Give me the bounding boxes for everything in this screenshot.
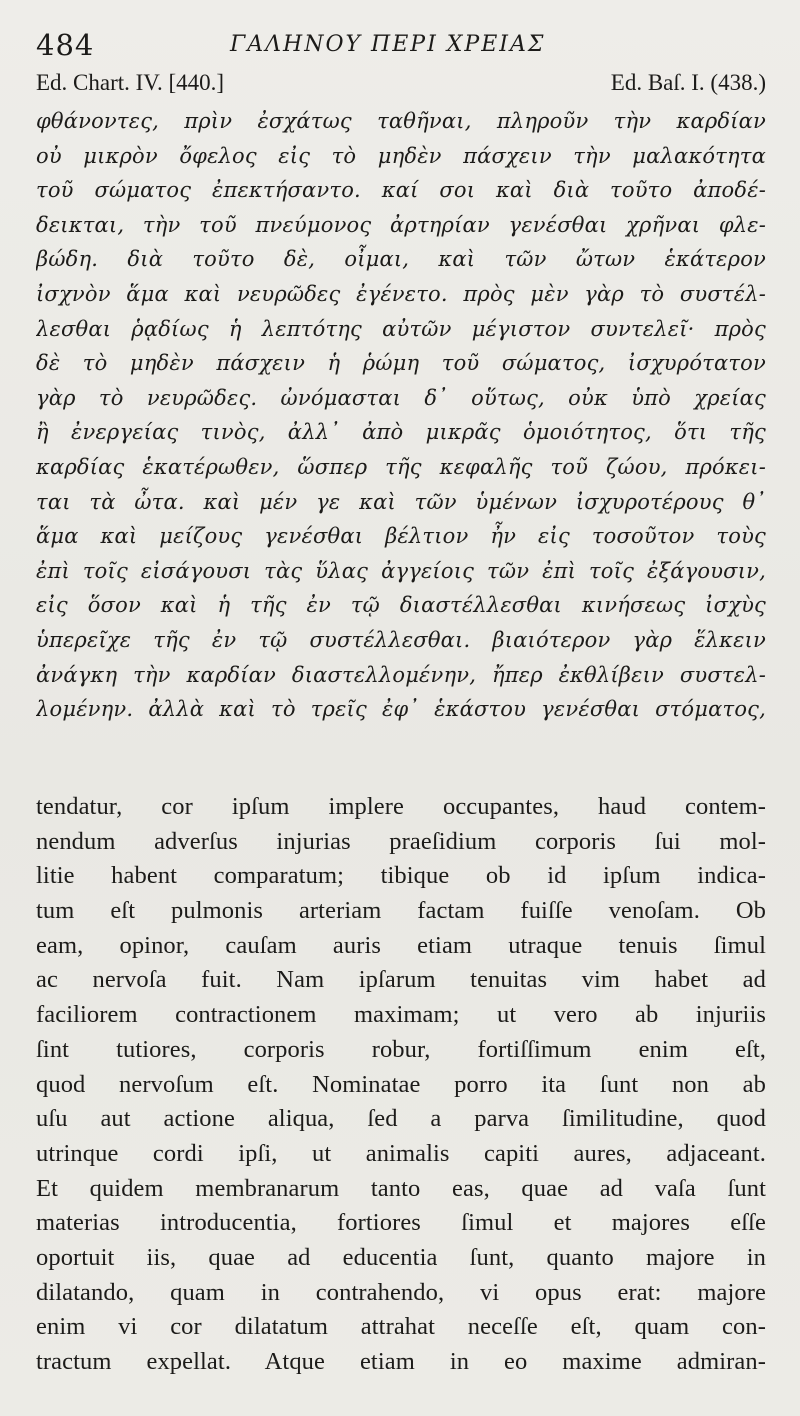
latin-line: quod nervoſum eſt. Nominatae porro ita ſunt non ab <box>36 1070 766 1098</box>
greek-line: ἅμα καὶ μείζους γενέσθαι βέλτιον ἦν εἰς τοσοῦτον τοὺς <box>36 524 766 549</box>
greek-line: δὲ τὸ μηδὲν πάσχειν ἡ ῥώμη τοῦ σώματος, ἰσχυρότατον <box>36 351 766 376</box>
greek-line: ἢ ἐνεργείας τινὸς, ἀλλ᾽ ἀπὸ μικρᾶς ὁμοιότητος, ὅτι τῆς <box>36 420 766 445</box>
latin-line: dilatando, quam in contrahendo, vi opus erat: majore <box>36 1278 766 1306</box>
edition-references <box>36 70 766 100</box>
greek-line: εἰς ὅσον καὶ ἡ τῆς ἐν τῷ διαστέλλεσθαι κινήσεως ἰσχὺς <box>36 593 766 618</box>
greek-line: φθάνοντες, πρὶν ἐσχάτως ταθῆναι, πληροῦν τὴν καρδίαν <box>36 109 766 133</box>
latin-text-block <box>36 790 766 1390</box>
latin-line: Et quidem membranarum tanto eas, quae ad vaſa ſunt <box>36 1174 766 1202</box>
page-number: 484 <box>36 28 95 62</box>
greek-line: ἐπὶ τοῖς εἰσάγουσι τὰς ὕλας ἀγγείοις τῶν ἐπὶ τοῖς ἐξάγουσιν, <box>36 558 766 583</box>
greek-line: ται τὰ ὦτα. καὶ μέν γε καὶ τῶν ὑμένων ἰσχυροτέρους θ᾽ <box>36 489 766 514</box>
greek-line: τοῦ σώματος ἐπεκτήσαντο. καί σοι καὶ διὰ τοῦτο ἀποδέ- <box>36 178 766 203</box>
greek-line: ὑπερεῖχε τῆς ἐν τῷ συστέλλεσθαι. βιαιότερον γὰρ ἕλκειν <box>36 627 766 652</box>
latin-line: uſu aut actione aliqua, ſed a parva ſimilitudine, quod <box>36 1105 766 1133</box>
greek-line: ἀνάγκη τὴν καρδίαν διαστελλομένην, ἤπερ ἐκθλίβειν συστελ- <box>36 662 766 687</box>
latin-line: tum eſt pulmonis arteriam factam fuiſſe venoſam. Ob <box>36 897 766 925</box>
latin-line: tractum expellat. Atque etiam in eo maxime admiran- <box>36 1348 766 1375</box>
latin-line: ſint tutiores, corporis robur, fortiſſimum enim eſt, <box>36 1035 766 1063</box>
latin-line: ac nervoſa fuit. Nam ipſarum tenuitas vim habet ad <box>36 966 766 994</box>
greek-line: οὐ μικρὸν ὄφελος εἰς τὸ μηδὲν πάσχειν τὴν μαλακότητα <box>36 143 766 168</box>
latin-line: nendum adverſus injurias praeſidium corporis ſui mol- <box>36 827 766 855</box>
greek-text-block <box>36 104 766 728</box>
greek-line: δεικται, τὴν τοῦ πνεύμονος ἀρτηρίαν γενέσθαι χρῆναι φλε- <box>36 212 766 237</box>
running-title: ΓΑΛΗΝΟΥ ΠΕΡΙ ΧΡΕΙΑΣ <box>230 32 546 57</box>
greek-line: λομένην. ἀλλὰ καὶ τὸ τρεῖς ἐφ᾽ ἑκάστου γενέσθαι στόματος, <box>36 697 766 722</box>
latin-line: tendatur, cor ipſum implere occupantes, haud contem- <box>36 793 766 820</box>
latin-line: oportuit iis, quae ad educentia ſunt, quanto majore in <box>36 1243 766 1271</box>
latin-line: materias introducentia, fortiores ſimul et majores eſſe <box>36 1209 766 1237</box>
latin-line: faciliorem contractionem maximam; ut vero ab injuriis <box>36 1001 766 1029</box>
greek-line: λεσθαι ῥᾳδίως ἡ λεπτότης αὐτῶν μέγιστον συντελεῖ· πρὸς <box>36 316 766 341</box>
latin-line: litie habent comparatum; tibique ob id ipſum indica- <box>36 862 766 890</box>
greek-line: καρδίας ἑκατέρωθεν, ὥσπερ τῆς κεφαλῆς τοῦ ζώου, πρόκει- <box>36 454 766 479</box>
greek-line: βώδη. διὰ τοῦτο δὲ, οἶμαι, καὶ τῶν ὤτων ἑκάτερον <box>36 247 766 272</box>
latin-line: eam, opinor, cauſam auris etiam utraque tenuis ſimul <box>36 931 766 959</box>
edition-basel: Ed. Baſ. I. (438.) <box>610 70 766 95</box>
greek-line: ἰσχνὸν ἅμα καὶ νευρῶδες ἐγένετο. πρὸς μὲν γὰρ τὸ συστέλ- <box>36 281 766 306</box>
edition-chartier: Ed. Chart. IV. [440.] <box>36 70 225 95</box>
latin-line: enim vi cor dilatatum attrahat neceſſe eſt, quam con- <box>36 1313 766 1341</box>
page-header <box>36 24 766 68</box>
latin-line: utrinque cordi ipſi, ut animalis capiti aures, adjaceant. <box>36 1139 766 1167</box>
greek-line: γὰρ τὸ νευρῶδες. ὠνόμασται δ᾽ οὕτως, οὐκ ὑπὸ χρείας <box>36 385 766 410</box>
